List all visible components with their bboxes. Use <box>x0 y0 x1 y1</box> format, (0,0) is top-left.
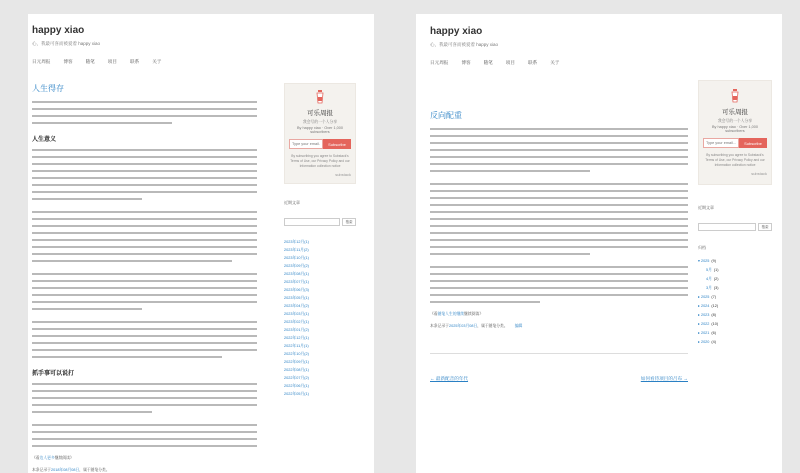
read-more: 《看随笔人生的继续继续阅读》 <box>430 312 484 316</box>
post-title[interactable]: 人生得存 <box>32 84 64 93</box>
archive-tree-item[interactable]: 4月 (2) <box>706 277 719 281</box>
archive-item[interactable]: 2022年07月(2) <box>284 376 309 380</box>
archive-item[interactable]: 2023年04月(2) <box>284 304 309 308</box>
archive-item[interactable]: 2022年06月(1) <box>284 384 309 388</box>
paragraph <box>430 180 688 257</box>
subscribe-terms: By subscribing you agree to Substack's Terms of Use, our Privacy Policy and our Information collection notice <box>290 154 350 168</box>
search-button[interactable]: 搜索 <box>758 223 772 231</box>
nav-item[interactable]: 日元周报 <box>32 59 51 64</box>
prev-post-link[interactable]: ← 最新配音的年代 <box>430 376 469 381</box>
paragraph <box>32 270 262 312</box>
archive-tree-item[interactable]: ▸ 2020 (4) <box>698 340 717 344</box>
main-nav <box>430 60 782 66</box>
search-widget <box>698 223 772 231</box>
search-input[interactable] <box>284 218 340 226</box>
subscribe-terms: By subscribing you agree to Substack's Terms of Use, our Privacy Policy and our Information collection notice <box>705 153 765 167</box>
search-button[interactable]: 搜索 <box>342 218 356 226</box>
archive-item[interactable]: 2023年06月(3) <box>284 288 309 292</box>
search-widget <box>284 218 356 226</box>
sidebar <box>284 83 356 473</box>
archive-tree-item[interactable]: ▾ 2025 (9) <box>698 259 717 263</box>
archive-tree-item[interactable]: ▸ 2021 (6) <box>698 331 717 335</box>
edit-link[interactable]: 编辑 <box>514 324 523 328</box>
archive-item[interactable]: 2023年02月(1) <box>284 320 309 324</box>
left-browser-page <box>28 14 374 473</box>
paragraph <box>32 421 262 449</box>
archive-item[interactable]: 2023年09月(2) <box>284 264 309 268</box>
post-date-link[interactable]: 2018年08月08日 <box>50 468 80 472</box>
post-content <box>32 79 262 473</box>
site-description: 心，我最可喜而被爱着 happy xiao <box>430 42 499 47</box>
section-heading: 人生意义 <box>32 137 57 143</box>
substack-brand: substack <box>335 172 351 177</box>
widget-title: 近期文章 <box>284 200 300 205</box>
read-more: 《看边人更多继续阅读》 <box>32 456 74 460</box>
substack-widget <box>698 80 772 185</box>
archive-item[interactable]: 2023年10月(1) <box>284 256 309 260</box>
archive-item[interactable]: 2022年12月(1) <box>284 336 309 340</box>
cola-logo-icon <box>315 90 325 104</box>
widget-title: 近期文章 <box>698 205 714 210</box>
subscribe-button[interactable]: Subscribe <box>323 139 351 149</box>
newsletter-desc: 我会写的一个人分享 <box>302 120 338 124</box>
archive-item[interactable]: 2023年07月(1) <box>284 280 309 284</box>
substack-brand: substack <box>751 171 767 176</box>
right-browser-page <box>416 14 782 473</box>
post-title[interactable]: 反向配重 <box>430 111 462 120</box>
paragraph <box>430 263 688 305</box>
post-meta: 本条记录于2018年08月08日，属于随笔分类。 <box>32 468 110 472</box>
archive-item[interactable]: 2023年03月(1) <box>284 312 309 316</box>
archive-item[interactable]: 2023年01月(2) <box>284 328 309 332</box>
read-more-link[interactable]: 随笔人生的继续 <box>437 312 465 316</box>
nav-item[interactable]: 关于 <box>550 60 560 65</box>
nav-item[interactable]: 随笔 <box>85 59 95 64</box>
archive-item[interactable]: 2022年11月(1) <box>284 344 309 348</box>
section-heading: 抓手事可以说打 <box>32 371 75 377</box>
archive-item[interactable]: 2023年08月(1) <box>284 272 309 276</box>
nav-item[interactable]: 关于 <box>152 59 162 64</box>
sidebar <box>698 80 772 382</box>
subscribe-form <box>703 138 767 148</box>
post-date-link[interactable]: 2025年03月08日 <box>448 324 478 328</box>
main-nav <box>32 59 374 65</box>
nav-item[interactable]: 联系 <box>528 60 538 65</box>
archive-item[interactable]: 2023年11月(2) <box>284 248 309 252</box>
read-more-link[interactable]: 边人更多 <box>39 456 55 460</box>
subscribe-button[interactable]: Subscribe <box>739 138 767 148</box>
paragraph <box>32 380 262 415</box>
paragraph <box>32 146 262 202</box>
archive-item[interactable]: 2022年05月(1) <box>284 392 309 396</box>
archive-item[interactable]: 2022年08月(1) <box>284 368 309 372</box>
email-input[interactable] <box>289 139 323 149</box>
archive-tree-item[interactable]: ▸ 2025 (7) <box>698 295 717 299</box>
archive-tree-item[interactable]: 3月 (3) <box>706 286 719 290</box>
next-post-link[interactable]: 如何看待项目的吕布 → <box>640 376 688 381</box>
archive-tree-item[interactable]: ▸ 2022 (10) <box>698 322 719 326</box>
archive-list <box>284 238 356 398</box>
post-navigation <box>430 376 688 382</box>
post-meta: 本条记录于2025年03月08日，属于随笔分类。 编辑 <box>430 324 523 328</box>
nav-item[interactable]: 联系 <box>130 59 140 64</box>
archive-tree-item[interactable]: ▸ 2023 (8) <box>698 313 717 317</box>
nav-item[interactable]: 项目 <box>107 59 117 64</box>
archive-title: 归档 <box>698 245 706 250</box>
newsletter-desc: 我会写的一个人分享 <box>717 119 753 123</box>
site-title[interactable]: happy xiao <box>430 26 483 37</box>
nav-item[interactable]: 博客 <box>461 60 471 65</box>
site-title[interactable]: happy xiao <box>32 25 85 36</box>
archive-tree-item[interactable]: ▸ 2024 (12) <box>698 304 719 308</box>
nav-item[interactable]: 博客 <box>63 59 73 64</box>
email-input[interactable] <box>703 138 739 148</box>
subscribe-form <box>289 139 351 149</box>
substack-widget <box>284 83 356 184</box>
archive-item[interactable]: 2023年12月(1) <box>284 240 309 244</box>
paragraph <box>32 98 262 126</box>
site-description: 心，我最可喜而被爱着 happy xiao <box>32 41 101 46</box>
paragraph <box>430 125 688 174</box>
paragraph <box>32 208 262 264</box>
paragraph <box>32 318 262 360</box>
nav-item[interactable]: 随笔 <box>483 60 493 65</box>
subscriber-count: By happy xiao · Over 1,000 subscribers <box>296 126 343 134</box>
subscriber-count: By happy xiao · Over 1,000 subscribers <box>711 125 758 133</box>
newsletter-name: 可乐周报 <box>722 109 748 116</box>
archive-item[interactable]: 2022年09月(1) <box>284 360 309 364</box>
nav-item[interactable]: 项目 <box>505 60 515 65</box>
archive-item[interactable]: 2023年05月(1) <box>284 296 309 300</box>
post-content <box>430 80 688 382</box>
archive-tree-item[interactable]: 5月 (1) <box>706 268 719 272</box>
search-input[interactable] <box>698 223 756 231</box>
divider <box>430 353 688 354</box>
nav-item[interactable]: 日元周报 <box>430 60 449 65</box>
archive-item[interactable]: 2022年10月(2) <box>284 352 309 356</box>
cola-logo-icon <box>730 89 740 103</box>
newsletter-name: 可乐周报 <box>307 110 333 117</box>
archive-tree <box>698 257 772 347</box>
